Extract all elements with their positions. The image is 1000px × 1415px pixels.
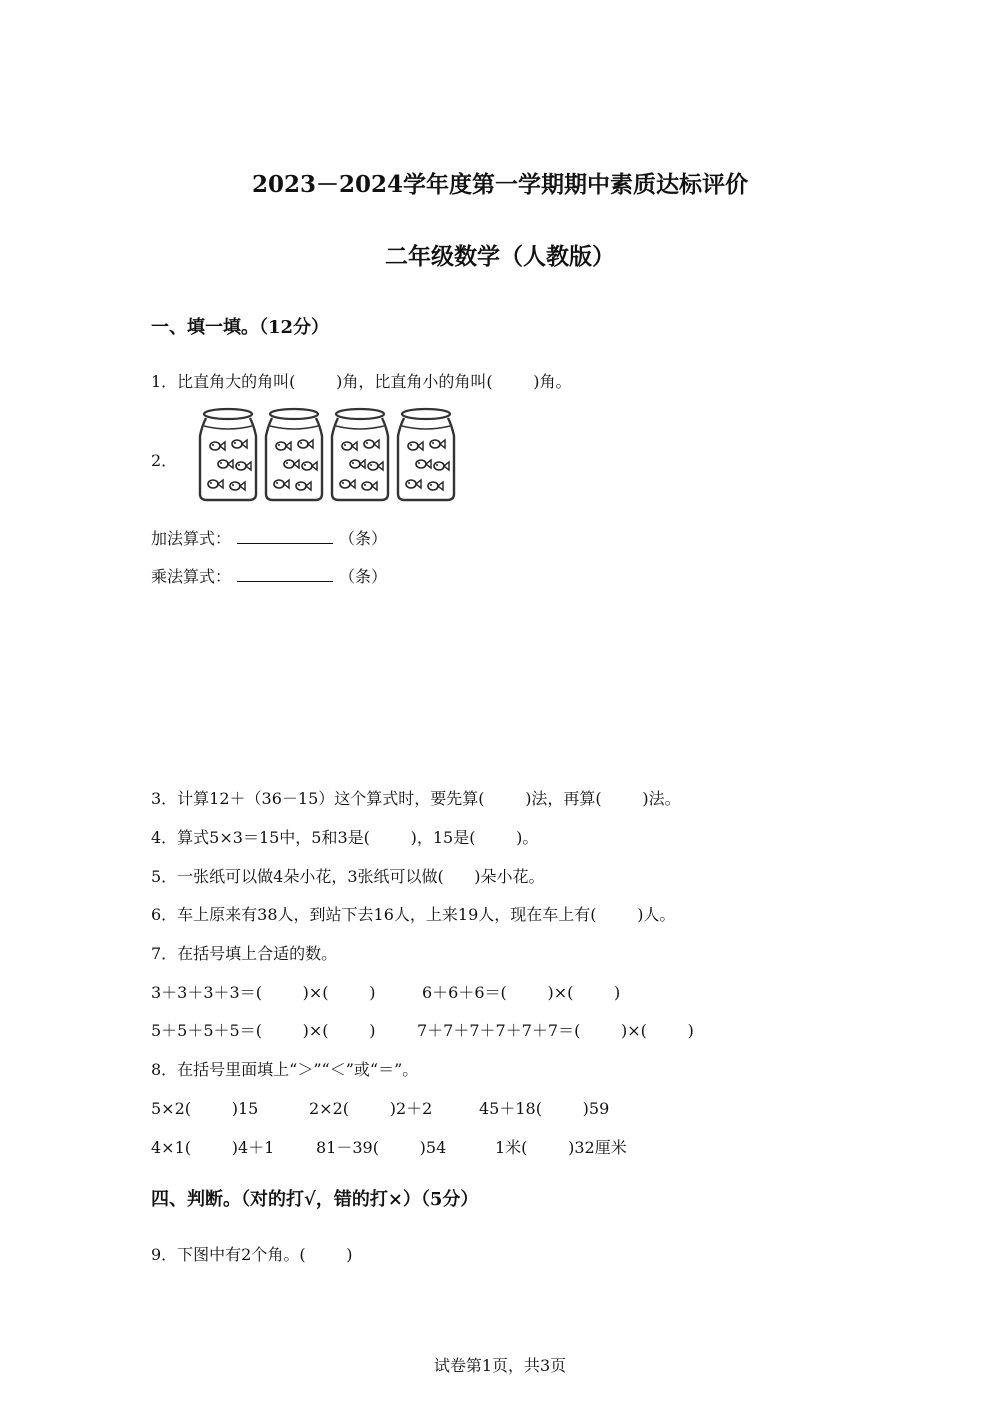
fish-jars-illustration — [195, 406, 465, 504]
q7-row1-left: 3＋3＋3＋3＝( )×( ) — [151, 983, 376, 1002]
page-footer: 试卷第1页，共3页 — [433, 1356, 567, 1375]
q8-row1-col1: 5×2( )15 — [151, 1099, 259, 1118]
q8-row2-col3: 1米( )32厘米 — [495, 1138, 627, 1157]
jar-4 — [398, 409, 454, 500]
q7-row2-left: 5＋5＋5＋5＝( )×( ) — [151, 1021, 376, 1040]
q7-row2-right: 7＋7＋7＋7＋7＋7＝( )×( ) — [417, 1021, 694, 1040]
q7-row1-right: 6＋6＋6＝( )×( ) — [422, 983, 621, 1002]
jar-3 — [332, 409, 388, 500]
section-heading-fill-in: 一、填一填。（12分） — [151, 317, 330, 338]
question-2-number: 2． — [151, 451, 178, 470]
question-1: 1．比直角大的角叫( )角，比直角小的角叫( )角。 — [151, 372, 572, 391]
question-7-prompt: 7．在括号填上合适的数。 — [151, 944, 338, 963]
multiplication-answer-blank[interactable] — [237, 567, 333, 582]
multiplication-formula-row — [151, 567, 387, 587]
q8-row1-col3: 45＋18( )59 — [479, 1099, 610, 1118]
addition-unit: （条） — [339, 529, 388, 548]
addition-answer-blank[interactable] — [237, 529, 333, 544]
jar-1 — [200, 409, 256, 500]
section-heading-true-false: 四、判断。（对的打√，错的打×）（5分） — [151, 1189, 479, 1210]
multiplication-label: 乘法算式： — [151, 567, 232, 586]
exam-title: 2023－2024学年度第一学期期中素质达标评价 — [251, 171, 749, 198]
q8-row2-col1: 4×1( )4＋1 — [151, 1138, 275, 1157]
multiplication-unit: （条） — [339, 567, 388, 586]
q8-row2-col2: 81－39( )54 — [316, 1138, 447, 1157]
question-8-prompt: 8．在括号里面填上“＞”“＜”或“＝”。 — [151, 1060, 419, 1079]
addition-label: 加法算式： — [151, 529, 232, 548]
jar-2 — [266, 409, 322, 500]
question-3: 3．计算12＋（36－15）这个算式时，要先算( )法，再算( )法。 — [151, 789, 681, 808]
question-9: 9．下图中有2个角。( ) — [151, 1245, 353, 1264]
q8-row1-col2: 2×2( )2＋2 — [309, 1099, 433, 1118]
question-6: 6．车上原来有38人，到站下去16人，上来19人，现在车上有( )人。 — [151, 905, 676, 924]
exam-subtitle: 二年级数学（人教版） — [385, 243, 615, 270]
question-4: 4．算式5×3＝15中，5和3是( )，15是( )。 — [151, 828, 539, 847]
addition-formula-row — [151, 529, 387, 549]
question-5: 5．一张纸可以做4朵小花，3张纸可以做( )朵小花。 — [151, 867, 545, 886]
